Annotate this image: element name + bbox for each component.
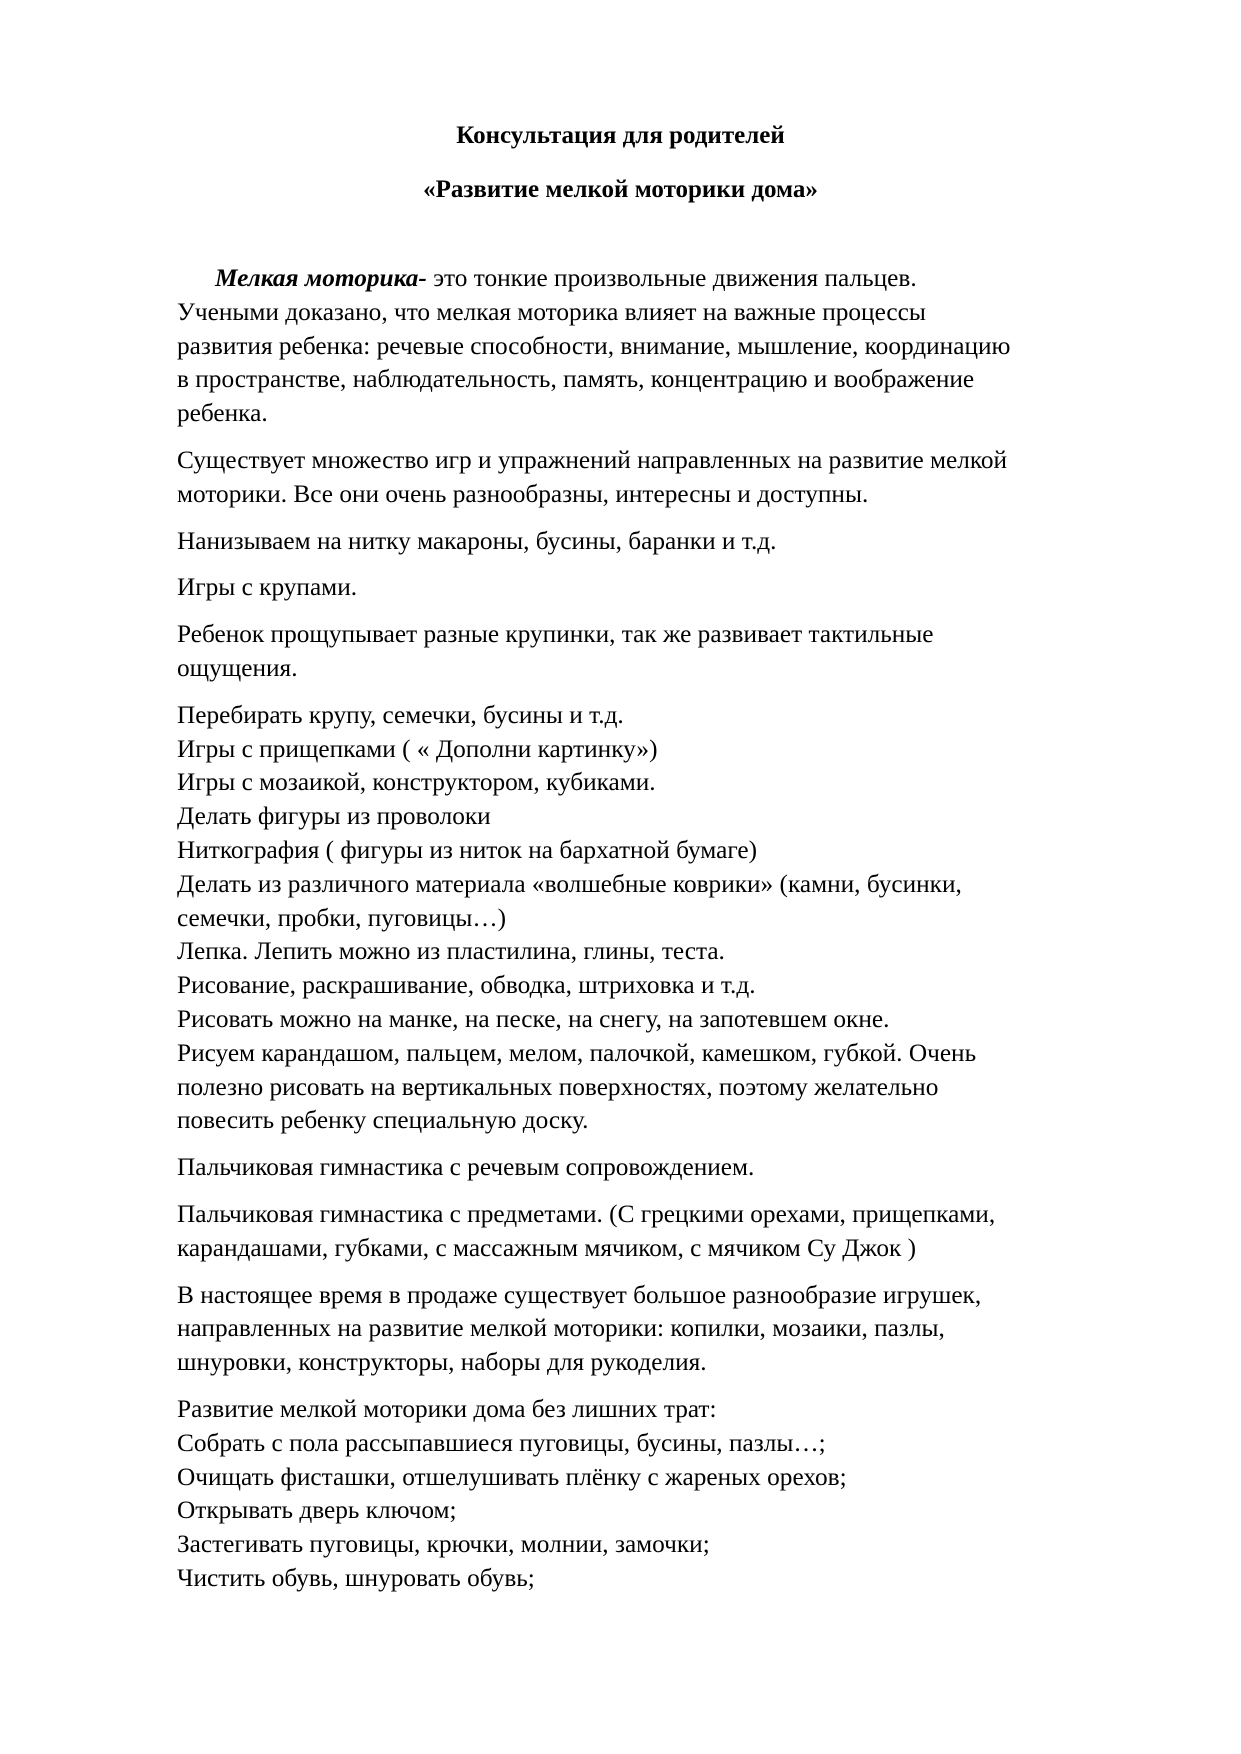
document-body	[177, 262, 1177, 1596]
list-item: Лепка. Лепить можно из пластилина, глины, теста.	[177, 937, 725, 966]
paragraph-line: ощущения.	[177, 653, 298, 682]
paragraph-toys	[177, 1279, 1177, 1380]
paragraph-finger-objects	[177, 1198, 1177, 1266]
list-item: Рисование, раскрашивание, обводка, штриховка и т.д.	[177, 971, 756, 1000]
paragraph-games	[177, 444, 1177, 512]
paragraph-line: шнуровки, конструкторы, наборы для рукоделия.	[177, 1348, 707, 1377]
paragraph-stringing: Нанизываем на нитку макароны, бусины, баранки и т.д.	[177, 526, 777, 555]
list-item: полезно рисовать на вертикальных поверхностях, поэтому желательно	[177, 1072, 939, 1101]
home-activities-list	[177, 1393, 1177, 1596]
intro-line: в пространстве, наблюдательность, память, концентрацию и воображение	[177, 365, 975, 394]
intro-paragraph	[177, 262, 1177, 431]
list-item: повесить ребенку специальную доску.	[177, 1106, 589, 1135]
list-item: Делать фигуры из проволоки	[177, 802, 491, 831]
paragraph-line: Ребенок прощупывает разные крупинки, так же развивает тактильные	[177, 620, 934, 649]
intro-line: ребенка.	[177, 399, 268, 428]
intro-line: Учеными доказано, что мелкая моторика влияет на важные процессы	[177, 297, 926, 326]
list-item: Ниткография ( фигуры из ниток на бархатной бумаге)	[177, 835, 758, 864]
list-item: Открывать дверь ключом;	[177, 1496, 457, 1525]
paragraph-line: карандашами, губками, с массажным мячиком, с мячиком Су Джок )	[177, 1233, 917, 1262]
list-item: Рисовать можно на манке, на песке, на снегу, на запотевшем окне.	[177, 1004, 890, 1033]
paragraph-tactile	[177, 618, 1177, 686]
intro-line: развития ребенка: речевые способности, внимание, мышление, координацию	[177, 331, 1011, 360]
list-item: Чистить обувь, шнуровать обувь;	[177, 1563, 535, 1592]
paragraph-line: моторики. Все они очень разнообразны, интересны и доступны.	[177, 479, 869, 508]
activities-list	[177, 699, 1177, 1138]
paragraph-line: В настоящее время в продаже существует большое разнообразие игрушек,	[177, 1280, 982, 1309]
list-item: Застегивать пуговицы, крючки, молнии, замочки;	[177, 1530, 710, 1559]
document-subtitle: «Развитие мелкой моторики дома»	[423, 176, 818, 203]
list-item: семечки, пробки, пуговицы…)	[177, 903, 507, 932]
list-item: Делать из различного материала «волшебные коврики» (камни, бусинки,	[177, 869, 962, 898]
list-item: Перебирать крупу, семечки, бусины и т.д.	[177, 700, 624, 729]
intro-text: это тонкие произвольные движения пальцев.	[426, 264, 917, 292]
list-item: Игры с прищепками ( « Дополни картинку»)	[177, 734, 658, 763]
list-heading: Развитие мелкой моторики дома без лишних трат:	[177, 1394, 717, 1423]
list-item: Очищать фисташки, отшелушивать плёнку с жареных орехов;	[177, 1462, 847, 1491]
paragraph-groats: Игры с крупами.	[177, 573, 358, 602]
intro-line	[177, 262, 1177, 296]
list-item: Рисуем карандашом, пальцем, мелом, палочкой, камешком, губкой. Очень	[177, 1038, 977, 1067]
paragraph-line: Существует множество игр и упражнений направленных на развитие мелкой	[177, 445, 1008, 474]
list-item: Собрать с пола рассыпавшиеся пуговицы, бусины, пазлы…;	[177, 1428, 826, 1457]
term-highlight: Мелкая моторика-	[215, 264, 427, 292]
paragraph-line: направленных на развитие мелкой моторики: копилки, мозаики, пазлы,	[177, 1314, 945, 1343]
paragraph-finger-gymnastics: Пальчиковая гимнастика с речевым сопровождением.	[177, 1153, 755, 1182]
list-item: Игры с мозаикой, конструктором, кубиками.	[177, 768, 656, 797]
paragraph-line: Пальчиковая гимнастика с предметами. (С грецкими орехами, прищепками,	[177, 1199, 996, 1228]
document-title: Консультация для родителей	[456, 122, 785, 149]
